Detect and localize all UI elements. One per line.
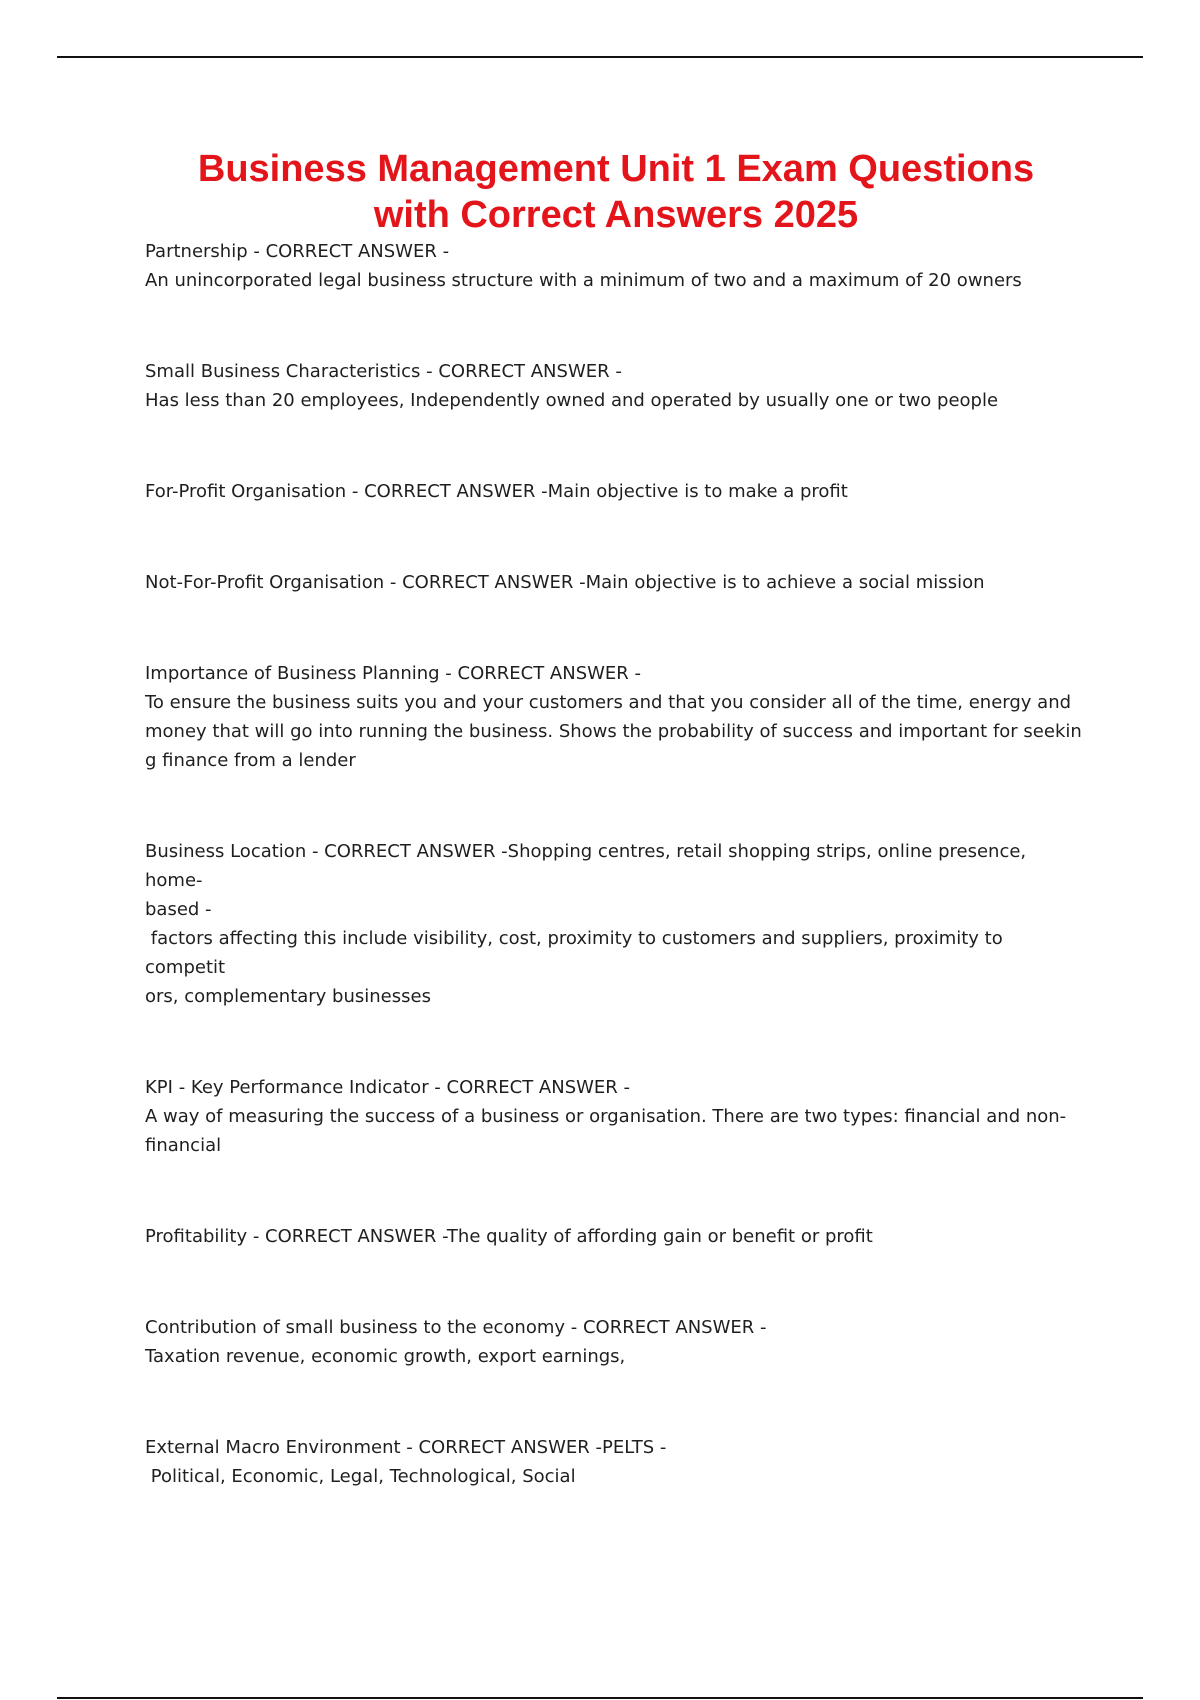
qa-entry-not-for-profit-organisation	[145, 568, 1087, 597]
qa-answer-line: To ensure the business suits you and your customers and that you consider all of the time, energy and	[145, 692, 1072, 713]
qa-answer-line: money that will go into running the business. Shows the probability of success and important for seekin	[145, 721, 1082, 742]
footer-rule	[57, 1697, 1143, 1699]
qa-question: KPI - Key Performance Indicator - CORRECT ANSWER -	[145, 1077, 631, 1098]
qa-answer-line: Political, Economic, Legal, Technological, Social	[145, 1466, 576, 1487]
qa-answer-line: ors, complementary businesses	[145, 986, 431, 1007]
qa-answer-line: factors affecting this include visibility, cost, proximity to customers and suppliers, proximity to competit	[145, 928, 1009, 978]
qa-entry-contribution-to-economy	[145, 1313, 1087, 1371]
qa-answer-line: g finance from a lender	[145, 750, 356, 771]
qa-entry-importance-of-business-planning	[145, 659, 1087, 775]
qa-answer-line: based -	[145, 899, 212, 920]
qa-entry-for-profit-organisation	[145, 477, 1087, 506]
qa-entry-profitability	[145, 1222, 1087, 1251]
document-title	[100, 146, 1132, 238]
qa-entry-kpi	[145, 1073, 1087, 1160]
qa-answer: An unincorporated legal business structure with a minimum of two and a maximum of 20 owners	[145, 270, 1022, 291]
qa-entry-small-business-characteristics	[145, 357, 1087, 415]
qa-answer: Taxation revenue, economic growth, export earnings,	[145, 1346, 626, 1367]
qa-question-answer: Profitability - CORRECT ANSWER -The quality of affording gain or benefit or profit	[145, 1226, 873, 1247]
qa-entry-external-macro-environment	[145, 1433, 1087, 1491]
qa-question-answer: Business Location - CORRECT ANSWER -Shopping centres, retail shopping strips, online presence, home-	[145, 841, 1032, 891]
qa-list	[145, 237, 1087, 1491]
qa-answer: Has less than 20 employees, Independently owned and operated by usually one or two people	[145, 390, 999, 411]
qa-question-answer: External Macro Environment - CORRECT ANSWER -PELTS -	[145, 1437, 667, 1458]
document-title-line-1: Business Management Unit 1 Exam Questions	[197, 148, 1035, 190]
qa-answer-line: A way of measuring the success of a business or organisation. There are two types: financial and non-	[145, 1106, 1067, 1127]
qa-question-answer: For-Profit Organisation - CORRECT ANSWER -Main objective is to make a profit	[145, 481, 848, 502]
qa-question: Importance of Business Planning - CORRECT ANSWER -	[145, 663, 642, 684]
qa-answer-line: financial	[145, 1135, 222, 1156]
header-rule	[57, 56, 1143, 58]
qa-entry-business-location	[145, 837, 1087, 1011]
qa-entry-partnership	[145, 237, 1087, 295]
qa-question: Contribution of small business to the economy - CORRECT ANSWER -	[145, 1317, 767, 1338]
qa-question: Partnership - CORRECT ANSWER -	[145, 241, 450, 262]
document-title-line-2: with Correct Answers 2025	[373, 194, 859, 236]
qa-question: Small Business Characteristics - CORRECT ANSWER -	[145, 361, 622, 382]
qa-question-answer: Not-For-Profit Organisation - CORRECT ANSWER -Main objective is to achieve a social mission	[145, 572, 985, 593]
